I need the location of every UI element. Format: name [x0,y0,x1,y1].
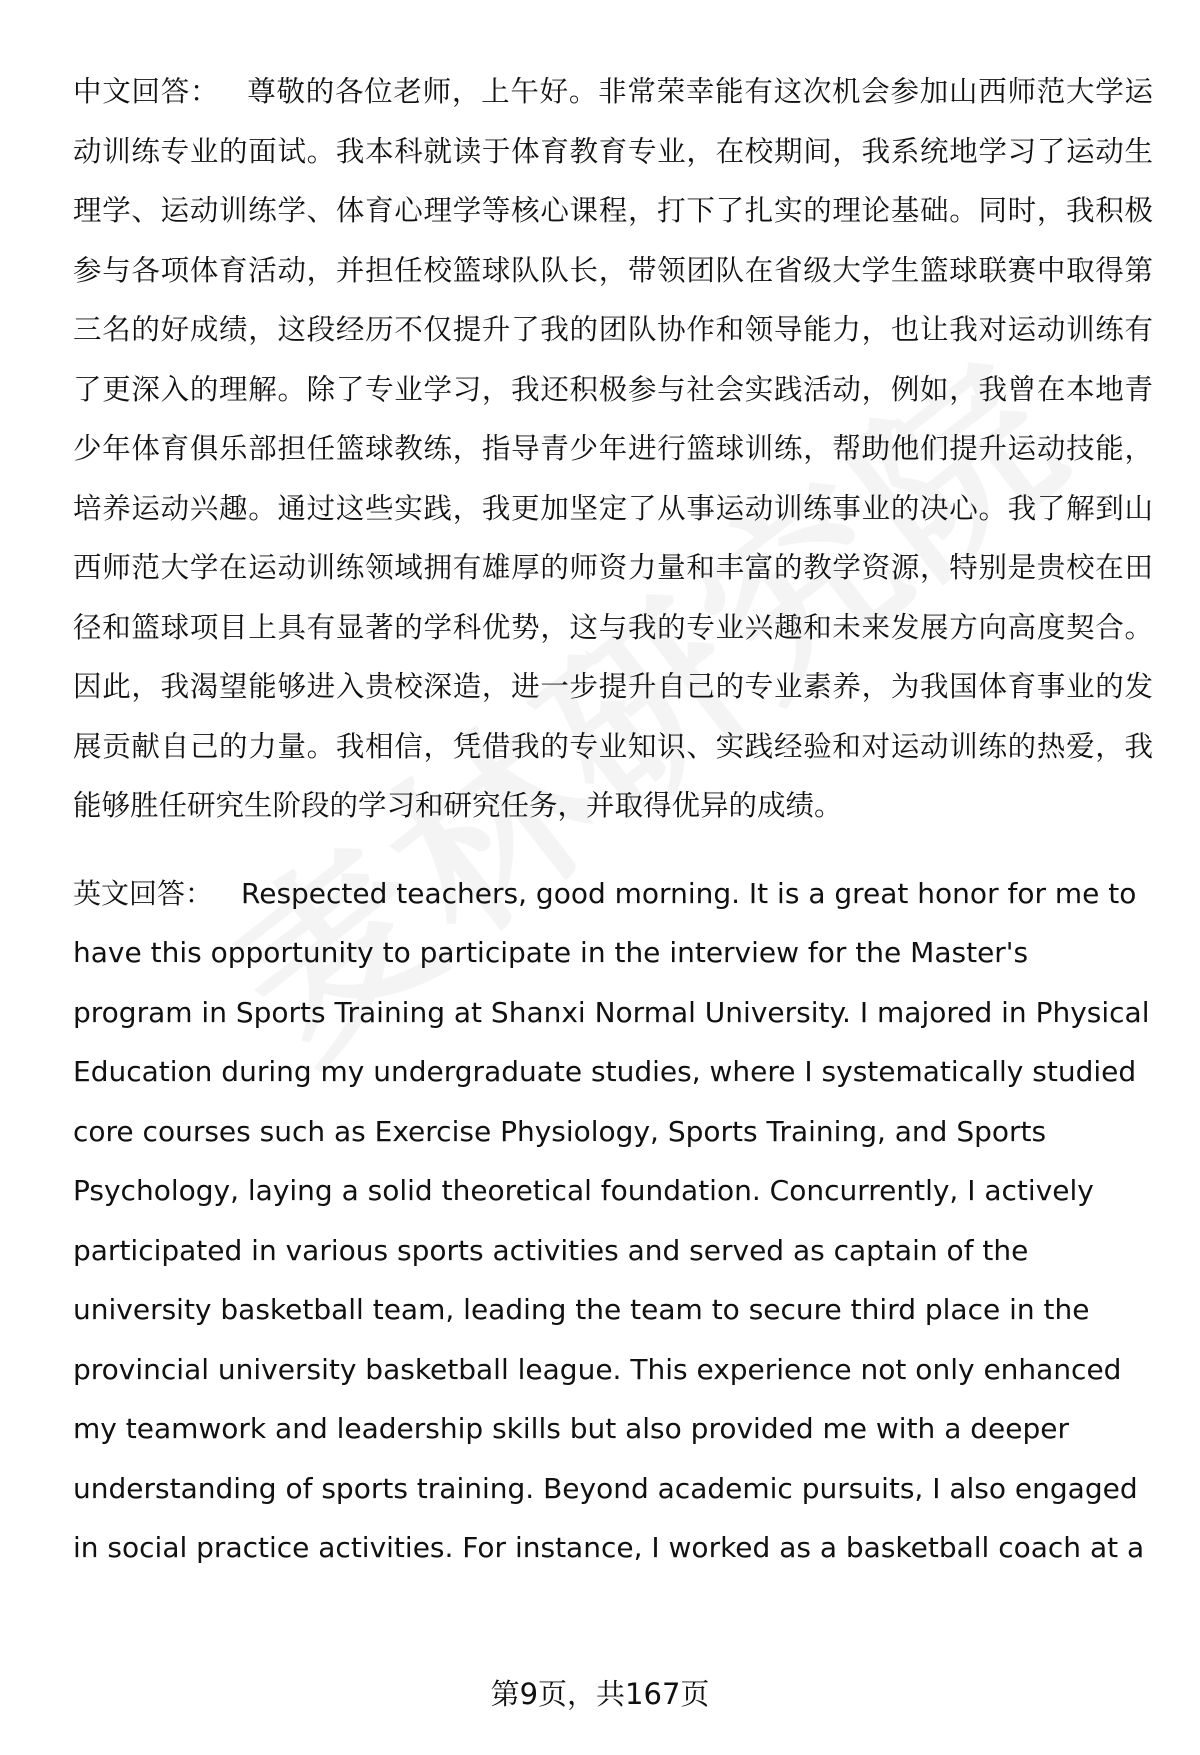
chinese-answer-text: 尊敬的各位老师，上午好。非常荣幸能有这次机会参加山西师范大学运动训练专业的面试。我本科就读于体育教育专业，在校期间，我系统地学习了运动生理学、运动训练学、体育心理学等核心课程，打下了扎实的理论基础。同时，我积极参与各项体育活动，并担任校篮球队队长，带领团队在省级大学生篮球联赛中取得第三名的好成绩，这段经历不仅提升了我的团队协作和领导能力，也让我对运动训练有了更深入的理解。除了专业学习，我还积极参与社会实践活动，例如，我曾在本地青少年体育俱乐部担任篮球教练，指导青少年进行篮球训练，帮助他们提升运动技能，培养运动兴趣。通过这些实践，我更加坚定了从事运动训练事业的决心。我了解到山西师范大学在运动训练领域拥有雄厚的师资力量和丰富的教学资源，特别是贵校在田径和篮球项目上具有显著的学科优势，这与我的专业兴趣和未来发展方向高度契合。因此，我渴望能够进入贵校深造，进一步提升自己的专业素养，为我国体育事业的发展贡献自己的力量。我相信，凭借我的专业知识、实践经验和对运动训练的热爱，我能够胜任研究生阶段的学习和研究任务，并取得优异的成绩。 [73,75,1153,822]
page-content [73,62,1153,1578]
chinese-answer-paragraph [73,62,1153,836]
english-answer-text: Respected teachers, good morning. It is a great honor for me to have this opportunity to participate in the interview for the Master's program in Sports Training at Shanxi Normal University. I majored in Physical Education during my undergraduate studies, where I systematically studied core courses such as Exercise Physiology, Sports Training, and Sports Psychology, laying a solid theoretical foundation. Concurrently, I actively participated in various sports activities and served as captain of the university basketball team, leading the team to secure third place in the provincial university basketball league. This experience not only enhanced my teamwork and leadership skills but also provided me with a deeper understanding of sports training. Beyond academic pursuits, I also engaged in social practice activities. For instance, I worked as a basketball coach at a [73,876,1150,1564]
page-number-footer: 第9页，共167页 [490,1677,710,1711]
chinese-answer-label: 中文回答： [73,75,220,108]
english-answer-label: 英文回答： [73,876,214,910]
english-answer-paragraph [73,864,1153,1578]
paragraph-gap [73,836,1153,864]
